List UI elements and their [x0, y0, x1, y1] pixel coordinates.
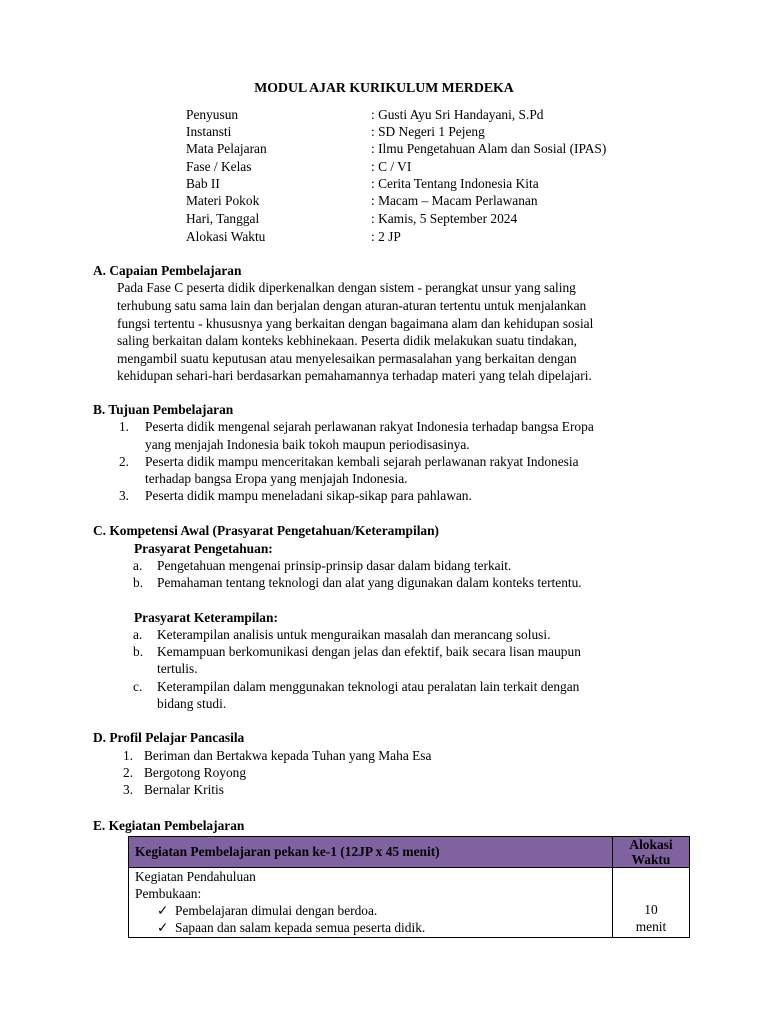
check-icon: ✓: [157, 920, 169, 935]
list-item-continued: yang menjajah Indonesia baik tokoh maupun periodisasinya.: [145, 437, 470, 452]
list-item: Bergotong Royong: [144, 765, 247, 780]
kegiatan-pendahuluan-label: Kegiatan Pendahuluan: [135, 869, 256, 884]
alokasi-unit: menit: [635, 919, 667, 934]
list-item: Beriman dan Bertakwa kepada Tuhan yang Maha Esa: [144, 748, 432, 763]
list-letter: b.: [133, 575, 144, 590]
prasyarat-pengetahuan-title: Prasyarat Pengetahuan:: [134, 541, 273, 556]
list-item: Keterampilan dalam menggunakan teknologi atau peralatan lain terkait dengan: [157, 679, 580, 694]
section-a-line: Pada Fase C peserta didik diperkenalkan dengan sistem - perangkat unsur yang saling: [117, 280, 576, 295]
prasyarat-keterampilan-title: Prasyarat Keterampilan:: [134, 610, 278, 625]
list-item-continued: bidang studi.: [157, 696, 227, 711]
identitas-value: : Macam – Macam Perlawanan: [371, 193, 538, 208]
identitas-label: Hari, Tanggal: [186, 211, 260, 226]
table-header-row: [129, 837, 690, 868]
alokasi-cell: [613, 868, 690, 938]
identitas-label: Instansti: [186, 124, 232, 139]
list-item: Keterampilan analisis untuk menguraikan masalah dan merancang solusi.: [157, 627, 551, 642]
list-item: Pengetahuan mengenai prinsip-prinsip dasar dalam bidang terkait.: [157, 558, 512, 573]
list-number: 3.: [118, 488, 129, 503]
identitas-value: : Ilmu Pengetahuan Alam dan Sosial (IPAS): [371, 141, 607, 156]
identitas-label: Mata Pelajaran: [186, 141, 267, 156]
section-e-title: E. Kegiatan Pembelajaran: [93, 818, 245, 833]
check-item-text: Sapaan dan salam kepada semua peserta didik.: [175, 920, 426, 935]
identitas-label: Bab II: [186, 176, 220, 191]
identitas-label: Fase / Kelas: [186, 159, 252, 174]
check-item: [135, 919, 606, 936]
list-letter: c.: [133, 679, 143, 694]
section-c-title: [93, 522, 439, 539]
alokasi-label: Alokasi: [629, 837, 673, 852]
section-a-line: saling berkaitan dalam konteks kebhinekaan. Peserta didik melakukan suatu tindakan,: [117, 333, 577, 348]
list-item-continued: tertulis.: [157, 661, 198, 676]
list-letter: a.: [133, 558, 143, 573]
section-a-line: mengambil suatu keputusan atau menyelesaikan permasalahan yang berkaitan dengan: [117, 351, 577, 366]
identitas-value: : Gusti Ayu Sri Handayani, S.Pd: [371, 107, 544, 122]
pembukaan-label: Pembukaan:: [135, 886, 202, 901]
list-item: Pemahaman tentang teknologi dan alat yang digunakan dalam konteks tertentu.: [157, 575, 582, 590]
check-item-text: Pembelajaran dimulai dengan berdoa.: [175, 903, 378, 918]
list-item: Peserta didik mampu menceritakan kembali sejarah perlawanan rakyat Indonesia: [145, 454, 579, 469]
identitas-value: : SD Negeri 1 Pejeng: [371, 124, 485, 139]
section-c-title-a: C. Kompetensi Awal (: [93, 523, 217, 538]
section-b-title: B. Tujuan Pembelajaran: [93, 402, 234, 417]
check-icon: ✓: [157, 903, 169, 918]
list-item: Bernalar Kritis: [144, 782, 224, 797]
table-header-kegiatan: Kegiatan Pembelajaran pekan ke-1 (12JP x 45 menit): [129, 837, 613, 868]
section-a-line: terhubung satu sama lain dan berjalan dengan aturan-aturan tertentu untuk menjalankan: [117, 298, 587, 313]
section-a-line: fungsi tertentu - khususnya yang berkaitan dengan bagaimana alam dan kehidupan sosial: [117, 316, 594, 331]
kegiatan-table: [128, 836, 690, 938]
list-number: 1.: [118, 419, 129, 434]
identitas-value: : Cerita Tentang Indonesia Kita: [371, 176, 539, 191]
list-number: 2.: [122, 765, 133, 780]
section-a-line: kehidupan sehari-hari berdasarkan pemahamannya terhadap materi yang telah dipelajari.: [117, 368, 592, 383]
list-letter: b.: [133, 644, 144, 659]
section-a-title: A. Capaian Pembelajaran: [93, 263, 242, 278]
list-item: Peserta didik mengenal sejarah perlawanan rakyat Indonesia terhadap bangsa Eropa: [145, 419, 594, 434]
kegiatan-cell: [129, 868, 613, 938]
waktu-label: Waktu: [631, 852, 671, 867]
list-number: 3.: [122, 782, 133, 797]
identitas-value: : C / VI: [371, 159, 412, 174]
identitas-label: Materi Pokok: [186, 193, 260, 208]
check-item: [135, 902, 606, 919]
list-number: 2.: [118, 454, 129, 469]
alokasi-value: 10: [644, 902, 658, 917]
identitas-label: Alokasi Waktu: [186, 229, 266, 244]
section-c-title-b: Prasyarat Pengetahuan/Keterampilan): [216, 523, 440, 538]
identitas-value: : 2 JP: [371, 229, 401, 244]
document-title: MODUL AJAR KURIKULUM MERDEKA: [254, 80, 514, 95]
table-header-alokasi: [613, 837, 690, 868]
list-number: 1.: [122, 748, 133, 763]
list-letter: a.: [133, 627, 143, 642]
list-item: Peserta didik mampu meneladani sikap-sikap para pahlawan.: [145, 488, 472, 503]
list-item: Kemampuan berkomunikasi dengan jelas dan efektif, baik secara lisan maupun: [157, 644, 581, 659]
section-d-title: D. Profil Pelajar Pancasila: [93, 730, 245, 745]
identitas-value: : Kamis, 5 September 2024: [371, 211, 518, 226]
identitas-label: Penyusun: [186, 107, 239, 122]
list-item-continued: terhadap bangsa Eropa yang menjajah Indonesia.: [145, 471, 408, 486]
table-row: [129, 868, 690, 938]
